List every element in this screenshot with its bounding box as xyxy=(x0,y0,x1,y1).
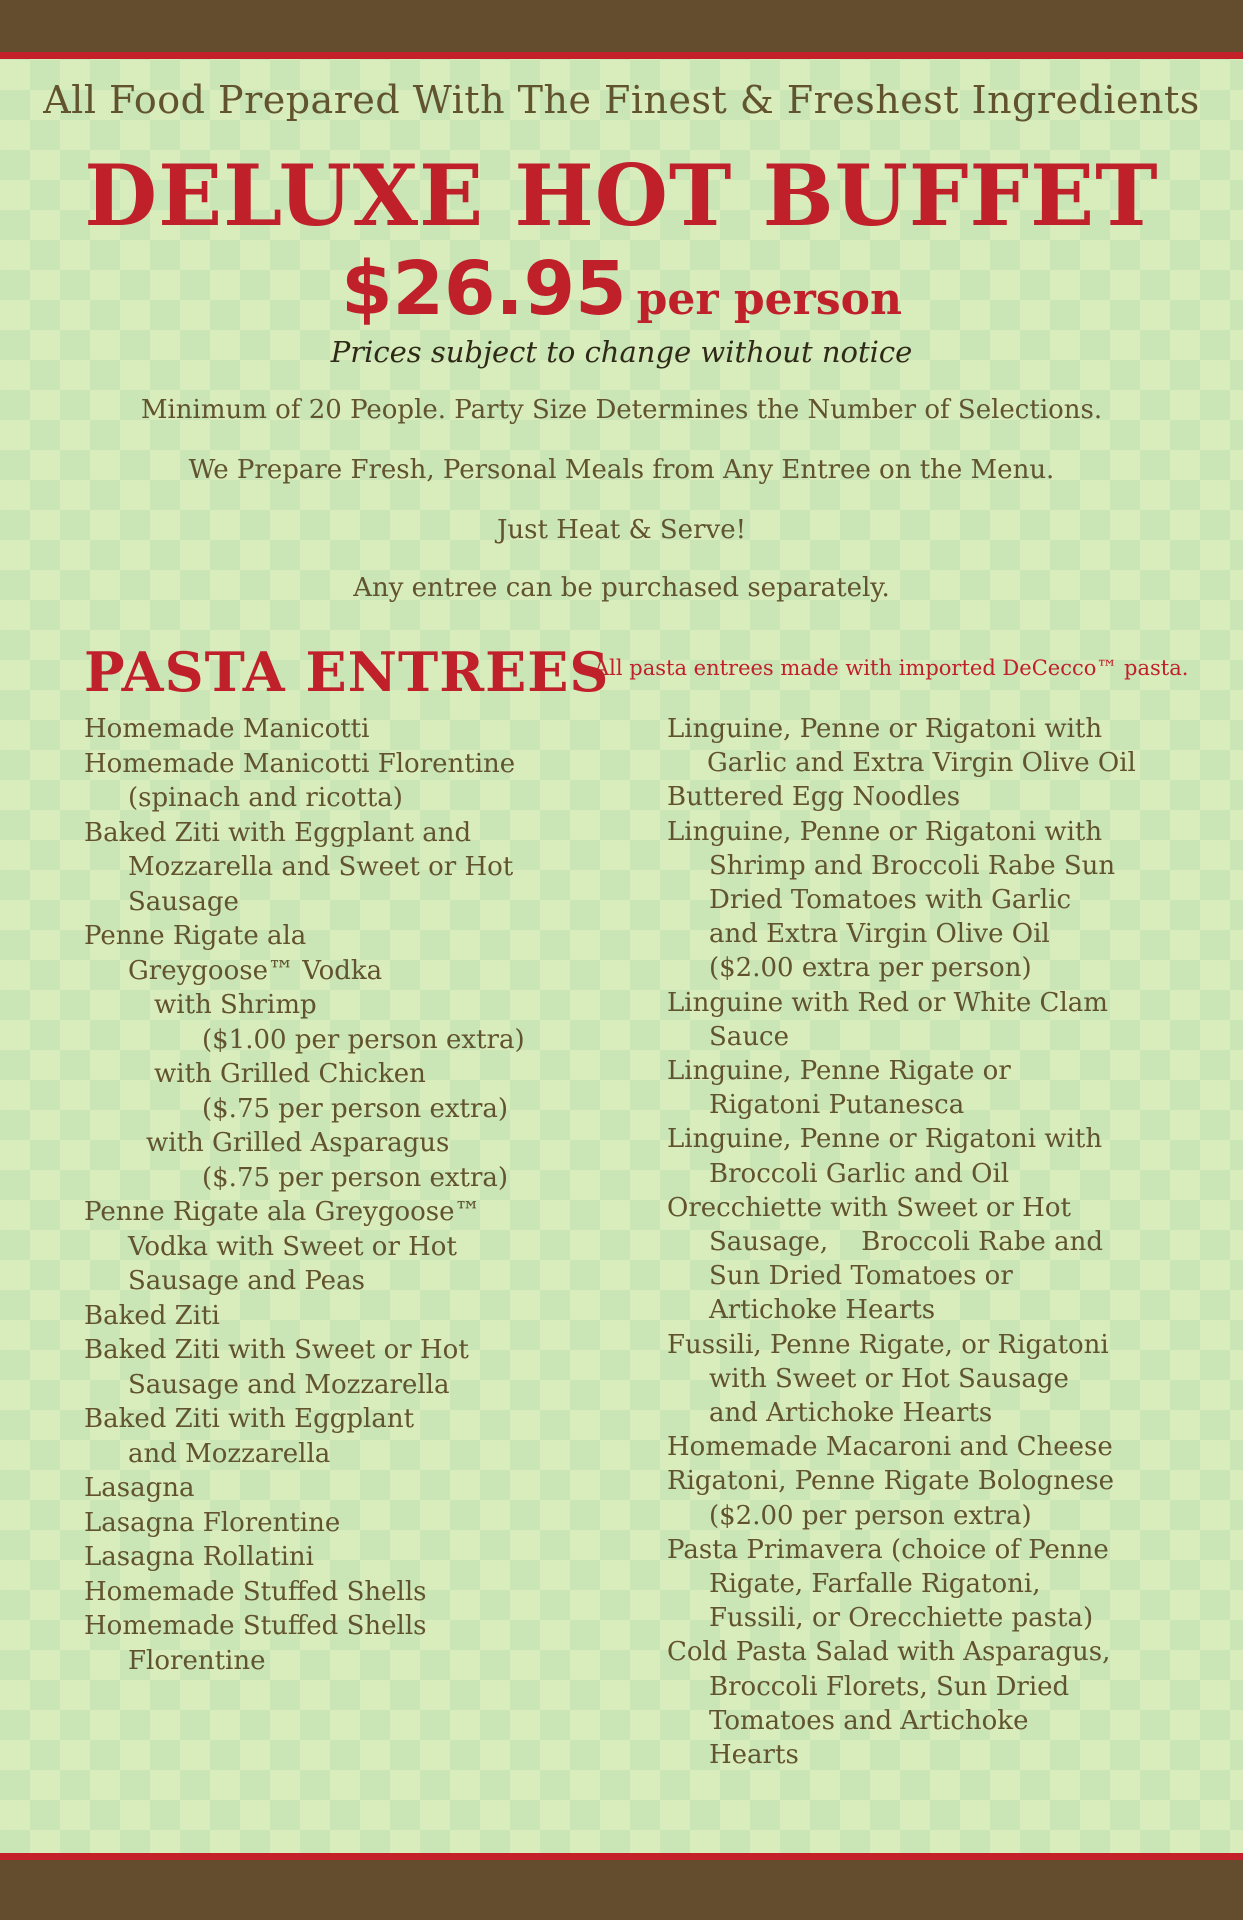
menu-item: Sausage xyxy=(128,886,239,917)
menu-item: Broccoli Garlic and Oil xyxy=(709,1158,1010,1189)
menu-item: Penne Rigate ala Greygoose™ xyxy=(84,1197,481,1227)
menu-item: Baked Ziti xyxy=(84,1300,220,1331)
menu-item: Lasagna xyxy=(84,1473,195,1503)
menu-item: Orecchiette with Sweet or Hot xyxy=(667,1192,1071,1223)
menu-item: with Grilled Asparagus xyxy=(146,1128,450,1158)
menu-item: Rigatoni Putanesca xyxy=(709,1090,965,1121)
info-line: Minimum of 20 People. Party Size Determines the Number of Selections. xyxy=(140,395,1103,425)
menu-item: with Shrimp xyxy=(154,990,317,1020)
menu-item: Homemade Macaroni and Cheese xyxy=(667,1432,1113,1463)
menu-item: Sausage and Peas xyxy=(128,1266,365,1296)
price-amount: $26.95 xyxy=(341,246,627,332)
price-unit: per person xyxy=(636,274,902,325)
menu-item: Homemade Stuffed Shells xyxy=(84,1576,427,1607)
menu-item: Homemade Stuffed Shells xyxy=(84,1611,427,1641)
menu-item: with Sweet or Hot Sausage xyxy=(709,1363,1069,1394)
menu-item: Linguine, Penne or Rigatoni with xyxy=(667,714,1103,744)
menu-item: ($.75 per person extra) xyxy=(202,1093,509,1124)
menu-item: Baked Ziti with Eggplant xyxy=(84,1404,415,1434)
menu-item: Dried Tomatoes with Garlic xyxy=(709,885,1072,916)
info-line: Any entree can be purchased separately. xyxy=(353,573,890,603)
menu-item: Sun Dried Tomatoes or xyxy=(709,1261,1013,1292)
menu-item: Lasagna Rollatini xyxy=(84,1542,314,1572)
menu-item: Linguine with Red or White Clam xyxy=(667,987,1108,1018)
menu-item: Hearts xyxy=(709,1740,799,1771)
menu-item: Sauce xyxy=(709,1021,790,1052)
menu-item: Linguine, Penne Rigate or xyxy=(667,1056,1011,1087)
section-note: All pasta entrees made with imported DeCecco™ pasta. xyxy=(594,656,1189,680)
info-line: We Prepare Fresh, Personal Meals from Any Entree on the Menu. xyxy=(188,455,1055,485)
menu-item: Rigate, Farfalle Rigatoni, xyxy=(709,1569,1041,1600)
menu-item: and Extra Virgin Olive Oil xyxy=(709,919,1050,950)
menu-item: Rigatoni, Penne Rigate Bolognese xyxy=(667,1466,1114,1497)
menu-item: with Grilled Chicken xyxy=(154,1059,426,1089)
menu-item: and Artichoke Hearts xyxy=(709,1398,993,1429)
left-menu-column xyxy=(84,712,624,1678)
menu-item: ($2.00 per person extra) xyxy=(709,1500,1032,1531)
menu-item: Homemade Manicotti Florentine xyxy=(84,748,516,779)
price-disclaimer: Prices subject to change without notice xyxy=(330,335,913,369)
bottom-red-stripe xyxy=(0,1853,1243,1860)
menu-item: Sausage and Mozzarella xyxy=(128,1369,450,1400)
menu-item: Fussili, or Orecchiette pasta) xyxy=(709,1603,1094,1634)
right-menu-column xyxy=(667,712,1237,1772)
menu-item: Florentine xyxy=(128,1645,266,1676)
menu-item: ($1.00 per person extra) xyxy=(202,1024,525,1055)
menu-item: Penne Rigate ala xyxy=(84,921,307,951)
top-red-stripe xyxy=(0,52,1243,59)
price-line xyxy=(0,246,1243,332)
menu-item: Artichoke Hearts xyxy=(709,1295,936,1326)
menu-item: Homemade Manicotti xyxy=(84,714,370,744)
menu-item: Shrimp and Broccoli Rabe Sun xyxy=(709,850,1116,881)
menu-item: Pasta Primavera (choice of Penne xyxy=(667,1534,1109,1565)
menu-item: and Mozzarella xyxy=(128,1438,331,1469)
menu-item: Sausage, Broccoli Rabe and xyxy=(709,1227,1103,1258)
menu-item: Linguine, Penne or Rigatoni with xyxy=(667,816,1103,847)
menu-item: Buttered Egg Noodles xyxy=(667,782,961,813)
menu-item: ($2.00 extra per person) xyxy=(709,953,1032,984)
menu-item: Baked Ziti with Sweet or Hot xyxy=(84,1335,469,1365)
menu-item: Vodka with Sweet or Hot xyxy=(128,1231,457,1262)
menu-item: Baked Ziti with Eggplant and xyxy=(84,817,472,848)
top-border-band xyxy=(0,0,1243,52)
menu-item: Tomatoes and Artichoke xyxy=(709,1705,1029,1736)
menu-item: (spinach and ricotta) xyxy=(128,783,403,813)
menu-item: Garlic and Extra Virgin Olive Oil xyxy=(707,748,1136,779)
menu-item: Linguine, Penne or Rigatoni with xyxy=(667,1124,1103,1155)
menu-item: Lasagna Florentine xyxy=(84,1507,341,1538)
menu-item: ($.75 per person extra) xyxy=(202,1162,509,1193)
menu-item: Fussili, Penne Rigate, or Rigatoni xyxy=(667,1329,1109,1360)
menu-item: Mozzarella and Sweet or Hot xyxy=(128,852,514,882)
section-title: PASTA ENTREES xyxy=(84,640,610,704)
bottom-border-band xyxy=(0,1860,1243,1920)
tagline: All Food Prepared With The Finest & Freshest Ingredients xyxy=(43,78,1200,122)
menu-item: Broccoli Florets, Sun Dried xyxy=(709,1671,1070,1702)
menu-item: Greygoose™ Vodka xyxy=(128,955,383,986)
menu-item: Cold Pasta Salad with Asparagus, xyxy=(667,1637,1111,1668)
menu-title: DELUXE HOT BUFFET xyxy=(84,146,1159,245)
info-line: Just Heat & Serve! xyxy=(496,515,747,545)
